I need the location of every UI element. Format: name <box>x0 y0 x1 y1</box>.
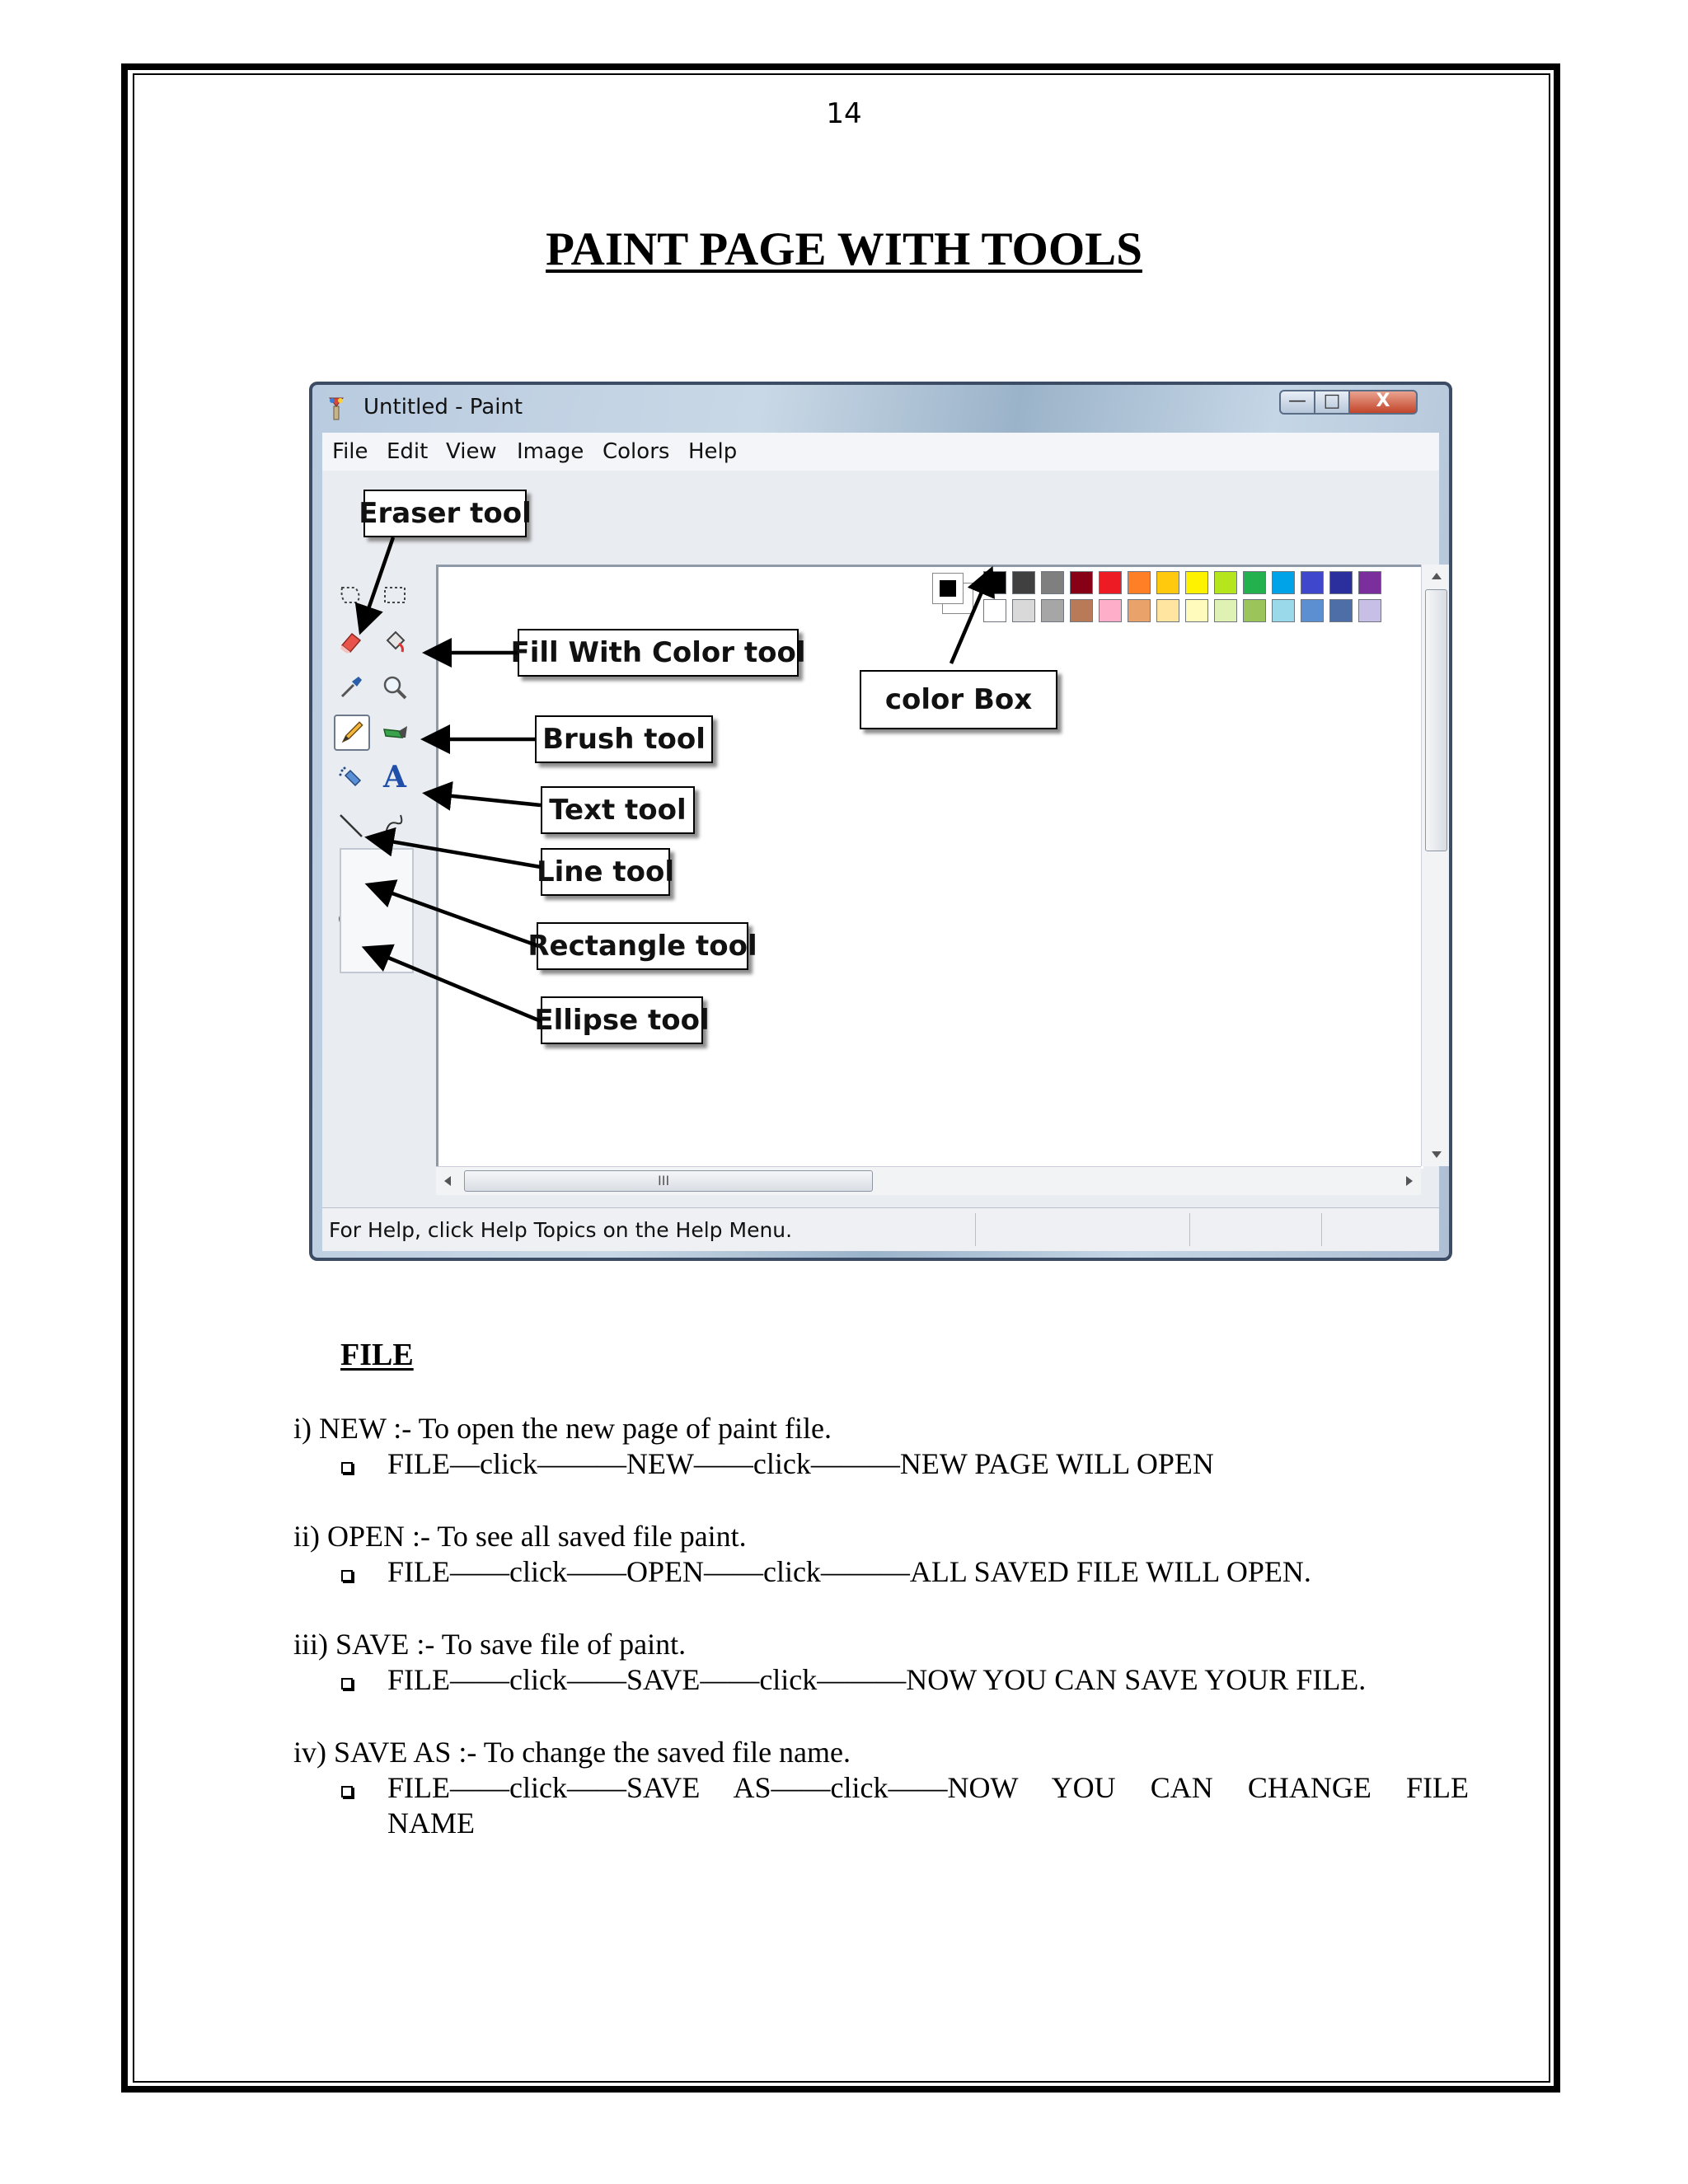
airbrush-icon[interactable] <box>337 766 365 794</box>
color-swatch[interactable] <box>1214 599 1237 622</box>
vertical-scroll-thumb[interactable] <box>1425 589 1447 851</box>
horizontal-scrollbar[interactable] <box>436 1166 1421 1195</box>
color-swatch[interactable] <box>1301 571 1324 594</box>
item-open-heading: ii) OPEN :- To see all saved file paint. <box>293 1520 747 1553</box>
close-button[interactable]: X <box>1348 390 1418 415</box>
page-title: PAINT PAGE WITH TOOLS <box>546 223 1142 275</box>
scroll-right-icon[interactable] <box>1406 1176 1413 1186</box>
color-swatch[interactable] <box>1329 571 1353 594</box>
color-swatch[interactable] <box>1041 599 1064 622</box>
callout-text-tool: Text tool <box>541 786 695 834</box>
color-swatch[interactable] <box>1012 599 1035 622</box>
status-bar <box>322 1207 1439 1251</box>
callout-line-tool: Line tool <box>541 848 670 896</box>
color-swatch[interactable] <box>1358 599 1381 622</box>
select-icon[interactable] <box>381 581 409 609</box>
horizontal-scroll-thumb[interactable] <box>464 1170 873 1192</box>
callout-color-box: color Box <box>860 670 1057 729</box>
menu-edit[interactable]: Edit <box>387 439 429 464</box>
item-new-step: FILE—click———NEW——click———NEW PAGE WILL OPEN <box>387 1447 1214 1480</box>
status-text: For Help, click Help Topics on the Help Menu. <box>329 1218 793 1242</box>
color-swatch[interactable] <box>1243 571 1266 594</box>
color-swatch[interactable] <box>1156 599 1179 622</box>
color-swatch[interactable] <box>1128 599 1151 622</box>
scroll-grip: III <box>658 1173 670 1188</box>
callout-eraser-tool: Eraser tool <box>363 490 527 537</box>
color-swatch[interactable] <box>1214 571 1237 594</box>
scroll-down-icon[interactable] <box>1432 1151 1442 1158</box>
bullet-square-icon <box>341 1462 353 1474</box>
maximize-button[interactable]: □ <box>1314 390 1350 415</box>
paint-client-area <box>322 471 1439 1251</box>
item-save-as-step-continued: NAME <box>387 1807 475 1840</box>
color-picker-icon[interactable] <box>337 673 365 701</box>
bullet-square-icon <box>341 1678 353 1690</box>
color-swatch[interactable] <box>1358 571 1381 594</box>
bullet-square-icon <box>341 1570 353 1582</box>
window-title: Untitled - Paint <box>363 395 523 419</box>
menu-view[interactable]: View <box>446 439 497 464</box>
color-swatch[interactable] <box>1185 599 1208 622</box>
item-new-heading: i) NEW :- To open the new page of paint file. <box>293 1412 832 1445</box>
color-swatch[interactable] <box>1156 571 1179 594</box>
foreground-color[interactable] <box>932 573 964 604</box>
title-bar <box>312 385 1449 433</box>
callout-rectangle-tool: Rectangle tool <box>537 922 748 970</box>
color-swatch[interactable] <box>1185 571 1208 594</box>
scroll-up-icon[interactable] <box>1432 573 1442 579</box>
item-save-heading: iii) SAVE :- To save file of paint. <box>293 1628 687 1661</box>
menu-bar <box>322 433 1439 471</box>
magnifier-icon[interactable] <box>381 673 409 701</box>
text-tool-icon[interactable]: A <box>383 760 406 794</box>
file-section-heading: FILE <box>340 1338 414 1372</box>
color-swatch[interactable] <box>1272 571 1295 594</box>
item-open-step: FILE——click——OPEN——click———ALL SAVED FILE WILL OPEN. <box>387 1555 1311 1588</box>
color-swatch[interactable] <box>1329 599 1353 622</box>
item-save-step: FILE——click——SAVE——click———NOW YOU CAN SAVE YOUR FILE. <box>387 1663 1367 1696</box>
menu-file[interactable]: File <box>332 439 368 464</box>
pencil-icon[interactable] <box>334 715 370 751</box>
scroll-left-icon[interactable] <box>444 1176 451 1186</box>
item-save-as-heading: iv) SAVE AS :- To change the saved file name. <box>293 1736 851 1769</box>
color-swatch[interactable] <box>1243 599 1266 622</box>
color-swatch[interactable] <box>983 571 1006 594</box>
item-save-as-step: FILE——click——SAVE AS——click——NOW YOU CAN CHANGE FILE <box>387 1771 1469 1804</box>
paint-app-icon <box>327 396 345 421</box>
paint-window <box>309 382 1452 1261</box>
bullet-square-icon <box>341 1786 353 1797</box>
current-colors[interactable] <box>931 571 975 617</box>
color-swatch[interactable] <box>1012 571 1035 594</box>
color-swatch[interactable] <box>1041 571 1064 594</box>
menu-image[interactable]: Image <box>517 439 584 464</box>
menu-help[interactable]: Help <box>688 439 738 464</box>
color-swatch[interactable] <box>1070 571 1093 594</box>
page-number: 14 <box>826 97 862 130</box>
eraser-icon[interactable] <box>337 627 365 655</box>
tool-options-box[interactable] <box>340 848 414 973</box>
color-swatch[interactable] <box>983 599 1006 622</box>
color-swatch[interactable] <box>1070 599 1093 622</box>
menu-colors[interactable]: Colors <box>603 439 670 464</box>
color-swatch[interactable] <box>1301 599 1324 622</box>
color-swatch[interactable] <box>1099 599 1122 622</box>
callout-fill-with-color-tool: Fill With Color tool <box>518 629 799 677</box>
color-palette <box>983 571 1387 624</box>
tool-box <box>312 471 416 1122</box>
minimize-button[interactable]: — <box>1279 390 1315 415</box>
callout-brush-tool: Brush tool <box>535 715 713 763</box>
brush-icon[interactable] <box>381 719 409 748</box>
callout-ellipse-tool: Ellipse tool <box>541 996 703 1044</box>
free-select-icon[interactable] <box>337 581 365 609</box>
color-swatch[interactable] <box>1099 571 1122 594</box>
color-swatch[interactable] <box>1272 599 1295 622</box>
vertical-scrollbar[interactable] <box>1421 565 1451 1166</box>
fill-bucket-icon[interactable] <box>381 627 409 655</box>
color-swatch[interactable] <box>1128 571 1151 594</box>
line-icon[interactable] <box>337 812 365 840</box>
curve-icon[interactable] <box>381 812 409 840</box>
